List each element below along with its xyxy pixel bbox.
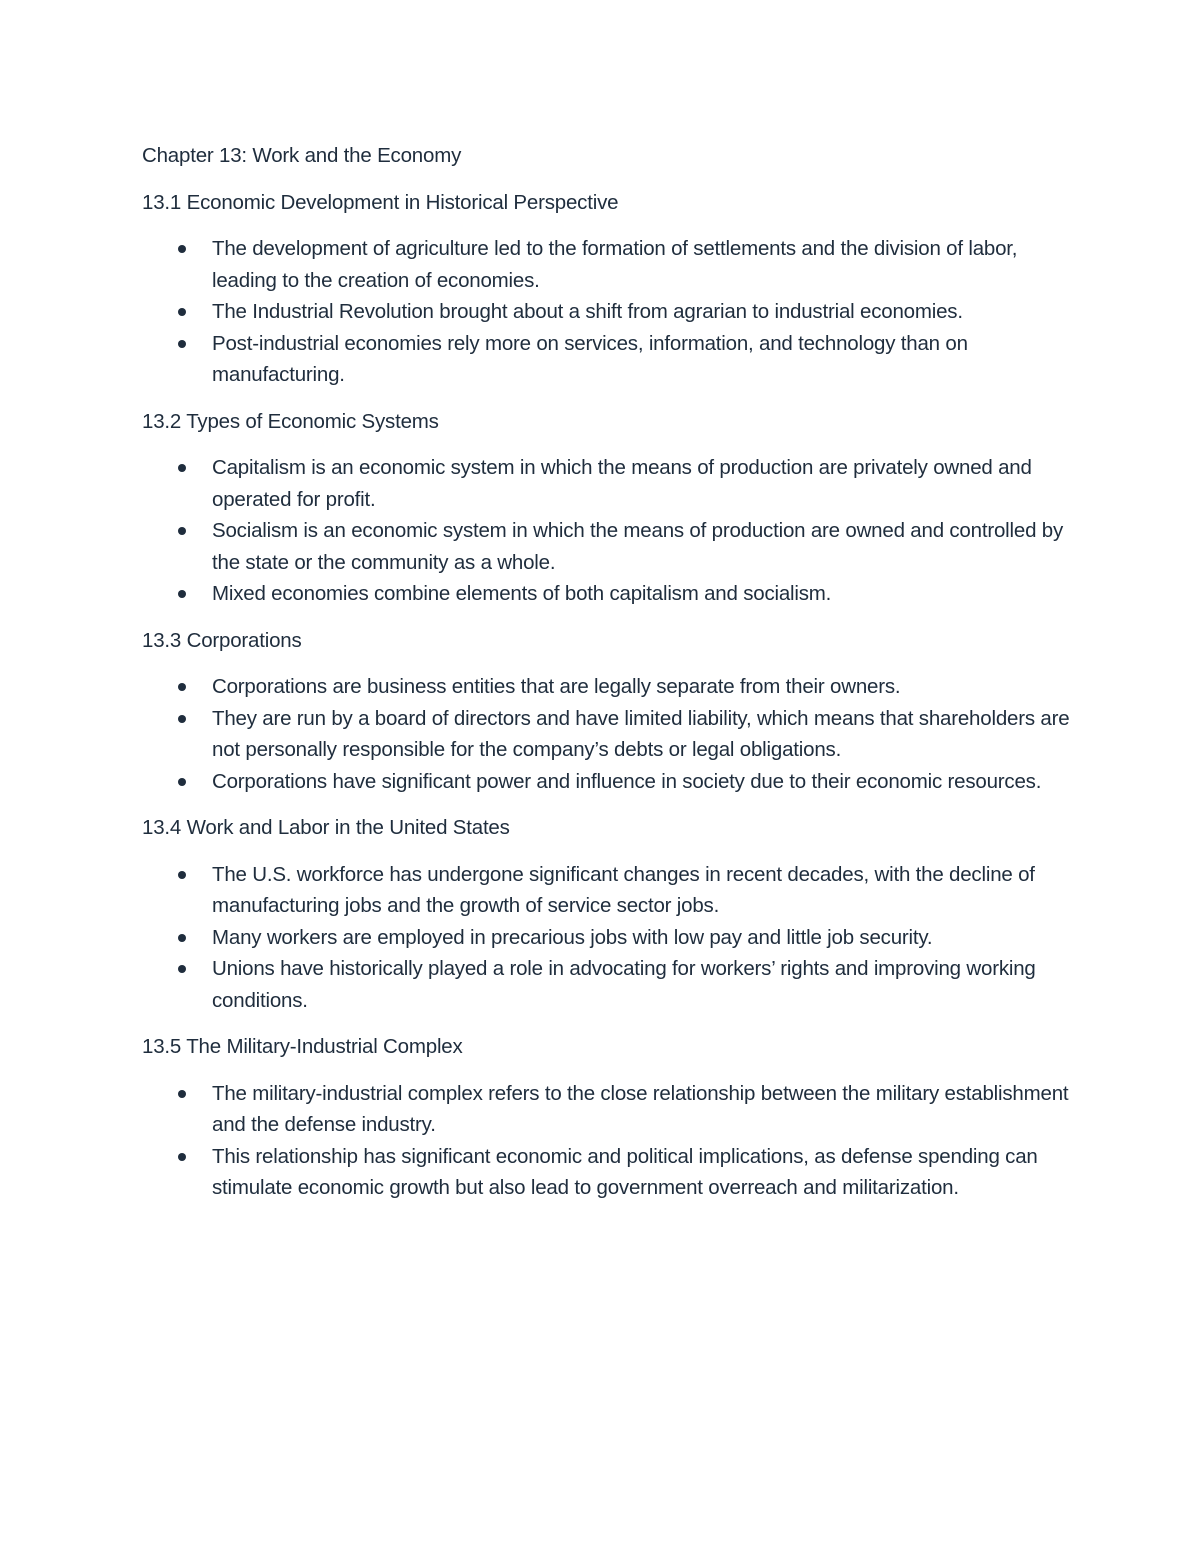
bullet-list bbox=[142, 1078, 1072, 1204]
list-item bbox=[142, 671, 1072, 703]
list-item bbox=[142, 859, 1072, 922]
list-item bbox=[142, 233, 1072, 296]
bullet-list bbox=[142, 859, 1072, 1017]
section-heading: 13.1 Economic Development in Historical Perspective bbox=[142, 190, 619, 214]
bullet-list bbox=[142, 233, 1072, 391]
list-item-text: The military-industrial complex refers to the close relationship between the military establishment and the defense industry. bbox=[212, 1081, 1069, 1136]
bullet-icon bbox=[178, 683, 186, 691]
list-item bbox=[142, 578, 1072, 610]
list-item bbox=[142, 766, 1072, 798]
bullet-icon bbox=[178, 527, 186, 535]
bullet-list bbox=[142, 452, 1072, 610]
section-13-3 bbox=[142, 625, 1072, 798]
bullet-icon bbox=[178, 871, 186, 879]
bullet-icon bbox=[178, 1153, 186, 1161]
list-item-text: Unions have historically played a role in advocating for workers’ rights and improving working conditions. bbox=[212, 957, 1036, 1012]
bullet-icon bbox=[178, 340, 186, 348]
list-item-text: Corporations have significant power and influence in society due to their economic resources. bbox=[212, 769, 1042, 793]
list-item bbox=[142, 703, 1072, 766]
list-item-text: The development of agriculture led to the formation of settlements and the division of labor, leading to the creation of economies. bbox=[212, 237, 1018, 292]
list-item-text: Capitalism is an economic system in which the means of production are privately owned and operated for profit. bbox=[212, 456, 1032, 511]
bullet-icon bbox=[178, 1090, 186, 1098]
section-13-4 bbox=[142, 812, 1072, 1016]
section-13-1 bbox=[142, 187, 1072, 391]
list-item bbox=[142, 1141, 1072, 1204]
document-page bbox=[142, 140, 1072, 1219]
list-item-text: Socialism is an economic system in which the means of production are owned and controlled by the state or the community as a whole. bbox=[212, 519, 1064, 574]
bullet-icon bbox=[178, 308, 186, 316]
list-item-text: They are run by a board of directors and have limited liability, which means that shareholders are not personally responsible for the company’s debts or legal obligations. bbox=[212, 706, 1070, 761]
list-item bbox=[142, 515, 1072, 578]
bullet-icon bbox=[178, 778, 186, 786]
chapter-title: Chapter 13: Work and the Economy bbox=[142, 144, 462, 167]
section-13-5 bbox=[142, 1031, 1072, 1204]
section-heading: 13.3 Corporations bbox=[142, 628, 302, 652]
bullet-icon bbox=[178, 464, 186, 472]
list-item bbox=[142, 296, 1072, 328]
list-item bbox=[142, 953, 1072, 1016]
list-item bbox=[142, 1078, 1072, 1141]
list-item-text: The U.S. workforce has undergone significant changes in recent decades, with the decline of manufacturing jobs and the growth of service sector jobs. bbox=[212, 862, 1035, 917]
bullet-list bbox=[142, 671, 1072, 797]
section-heading: 13.2 Types of Economic Systems bbox=[142, 409, 439, 433]
bullet-icon bbox=[178, 934, 186, 942]
list-item-text: Many workers are employed in precarious jobs with low pay and little job security. bbox=[212, 925, 933, 949]
bullet-icon bbox=[178, 245, 186, 253]
list-item-text: Corporations are business entities that are legally separate from their owners. bbox=[212, 675, 901, 698]
list-item bbox=[142, 452, 1072, 515]
bullet-icon bbox=[178, 965, 186, 973]
list-item-text: This relationship has significant economic and political implications, as defense spending can stimulate economic growth but also lead to government overreach and militarization. bbox=[212, 1144, 1038, 1199]
bullet-icon bbox=[178, 590, 186, 598]
list-item-text: Mixed economies combine elements of both capitalism and socialism. bbox=[212, 582, 832, 605]
section-13-2 bbox=[142, 406, 1072, 610]
section-heading: 13.4 Work and Labor in the United States bbox=[142, 816, 510, 839]
list-item-text: Post-industrial economies rely more on services, information, and technology than on manufacturing. bbox=[212, 331, 968, 386]
bullet-icon bbox=[178, 715, 186, 723]
list-item-text: The Industrial Revolution brought about a shift from agrarian to industrial economies. bbox=[212, 300, 963, 323]
list-item bbox=[142, 922, 1072, 954]
list-item bbox=[142, 328, 1072, 391]
section-heading: 13.5 The Military-Industrial Complex bbox=[142, 1035, 463, 1058]
